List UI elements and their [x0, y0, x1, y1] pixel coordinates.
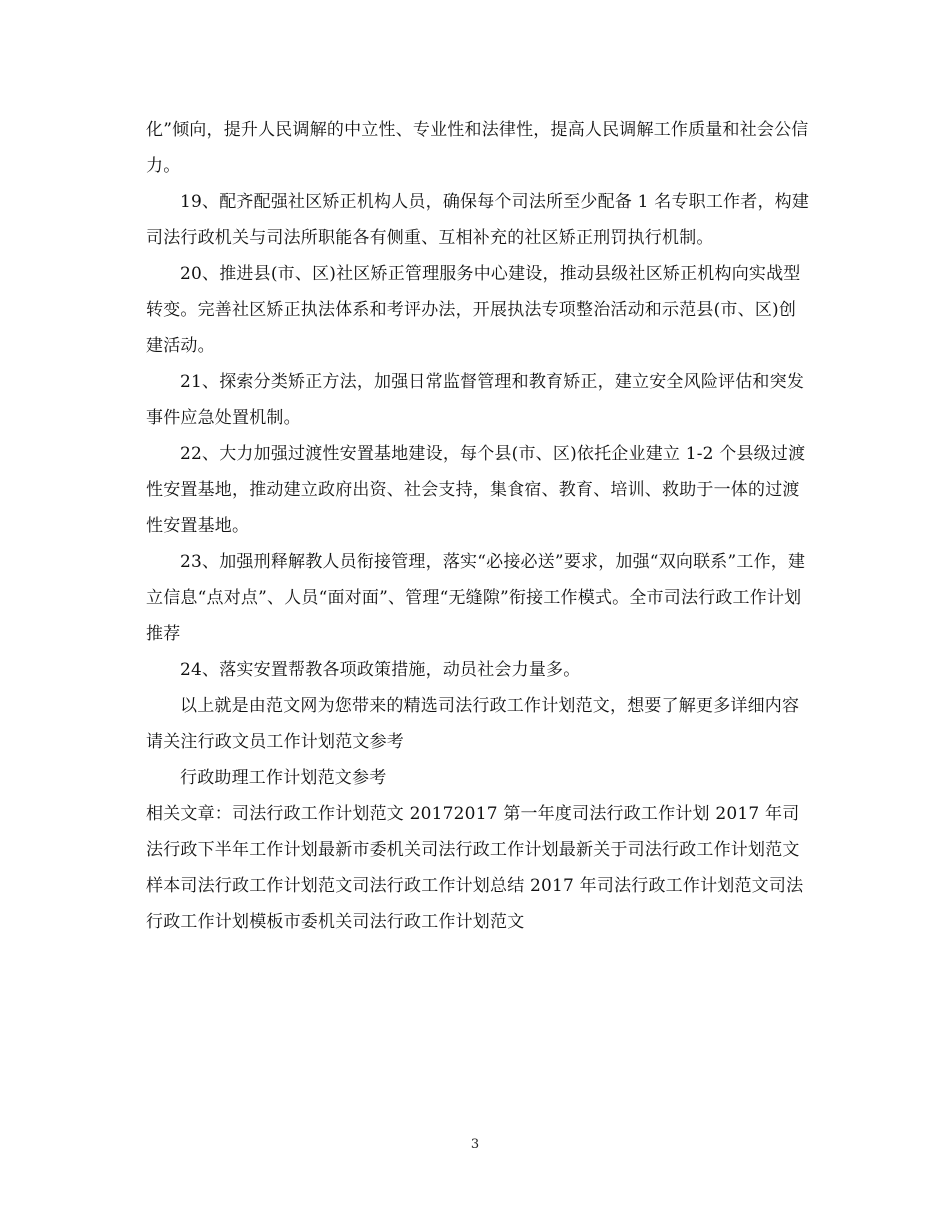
paragraph-closing: 以上就是由范文网为您带来的精选司法行政工作计划范文，想要了解更多详细内容请关注行政文员工作计划范文参考	[146, 696, 800, 752]
paragraph-item-20: 20、推进县(市、区)社区矫正管理服务中心建设，推动县级社区矫正机构向实战型转变。完善社区矫正执法体系和考评办法，开展执法专项整治活动和示范县(市、区)创建活动。	[146, 264, 801, 356]
paragraph-item-22: 22、大力加强过渡性安置基地建设，每个县(市、区)依托企业建立 1-2 个县级过渡性安置基地，推动建立政府出资、社会支持，集食宿、教育、培训、救助于一体的过渡性安置基地。	[146, 444, 806, 536]
paragraph-item-23: 23、加强刑释解教人员衔接管理，落实“必接必送”要求，加强“双向联系”工作，建立信息“点对点”、人员“面对面”、管理“无缝隙”衔接工作模式。全市司法行政工作计划推荐	[146, 552, 806, 644]
paragraph-continuation: 化”倾向，提升人民调解的中立性、专业性和法律性，提高人民调解工作质量和社会公信力。	[146, 120, 809, 176]
page-number: 3	[470, 1137, 480, 1152]
document-body	[146, 112, 810, 940]
paragraph-reference-title: 行政助理工作计划范文参考	[180, 768, 387, 788]
paragraph-item-19: 19、配齐配强社区矫正机构人员，确保每个司法所至少配备 1 名专职工作者，构建司法行政机关与司法所职能各有侧重、互相补充的社区矫正刑罚执行机制。	[146, 192, 810, 248]
paragraph-item-24: 24、落实安置帮教各项政策措施，动员社会力量多。	[180, 660, 581, 680]
paragraph-item-21: 21、探索分类矫正方法，加强日常监督管理和教育矫正，建立安全风险评估和突发事件应急处置机制。	[146, 372, 805, 428]
paragraph-related-articles: 相关文章：司法行政工作计划范文 20172017 第一年度司法行政工作计划 2017 年司法行政下半年工作计划最新市委机关司法行政工作计划最新关于司法行政工作计划范文样本司法行政工作计划范文司法行政工作计划总结 2017 年司法行政工作计划范文司法行政工作计划模板市委机关司法行政工作计划范文	[146, 804, 804, 932]
